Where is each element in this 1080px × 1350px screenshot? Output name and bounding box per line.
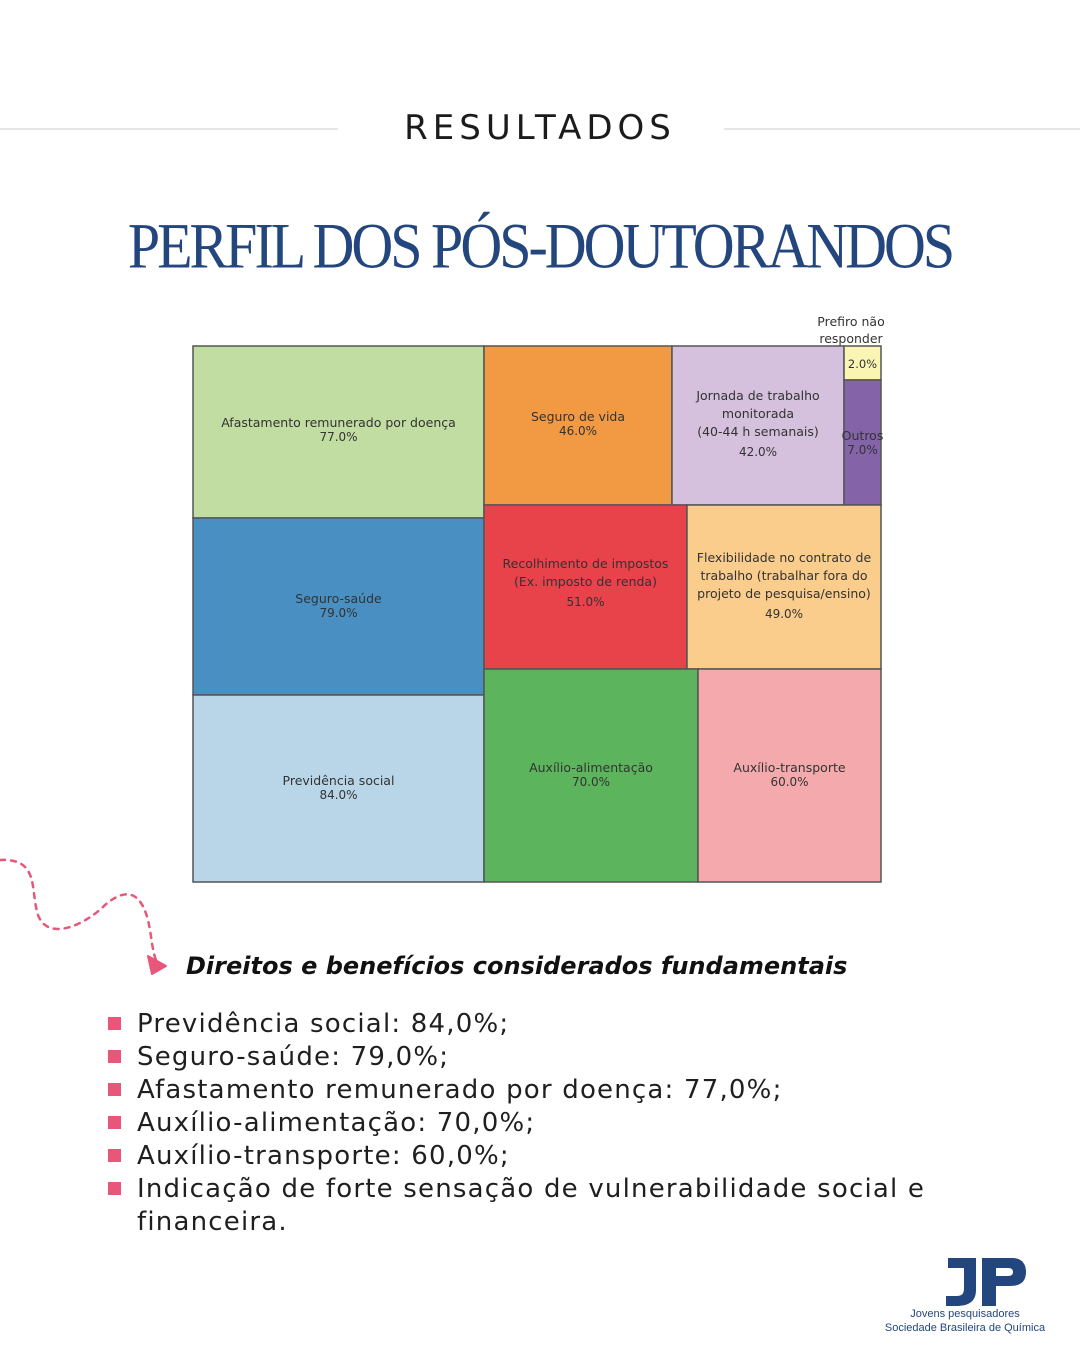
treemap-value-recolhimento: 51.0%	[566, 595, 605, 609]
findings-list	[108, 1008, 1008, 1239]
treemap-label-seguro_vida: Seguro de vida	[530, 409, 626, 424]
treemap-label-flexibilidade: trabalho (trabalhar fora do	[700, 568, 868, 583]
treemap-value-transporte: 60.0%	[770, 775, 809, 789]
treemap-label-outros: Outros	[841, 428, 884, 443]
list-item	[108, 1140, 1008, 1173]
treemap-label-nao_responder: responder	[819, 331, 883, 346]
list-item	[108, 1041, 1008, 1074]
list-item-text: Auxílio-transporte: 60,0%;	[137, 1141, 510, 1171]
treemap-label-alimentacao: Auxílio-alimentação	[529, 760, 653, 775]
list-item	[108, 1074, 1008, 1107]
treemap-value-alimentacao: 70.0%	[571, 775, 611, 789]
list-item-text: Previdência social: 84,0%;	[137, 1009, 510, 1039]
treemap-value-jornada: 42.0%	[738, 445, 778, 459]
treemap-label-seguro_saude: Seguro-saúde	[295, 591, 382, 606]
treemap-label-recolhimento: (Ex. imposto de renda)	[514, 574, 657, 589]
bullet-square-icon	[108, 1182, 121, 1195]
chart-subtitle: Direitos e benefícios considerados fundamentais	[186, 952, 848, 980]
section-label: RESULTADOS	[404, 108, 676, 148]
treemap-value-flexibilidade: 49.0%	[764, 607, 804, 621]
bullet-square-icon	[108, 1116, 121, 1129]
treemap-value-outros: 7.0%	[847, 443, 878, 457]
treemap-value-seguro_saude: 79.0%	[319, 606, 358, 620]
decorative-arrow	[0, 850, 190, 980]
bullet-square-icon	[108, 1017, 121, 1030]
treemap-label-jornada: monitorada	[721, 406, 795, 421]
treemap-label-nao_responder: Prefiro não	[817, 314, 885, 329]
jp-logo-icon	[940, 1250, 1030, 1310]
page-title: PERFIL DOS PÓS-DOUTORANDOS	[127, 209, 953, 282]
treemap-label-previdencia: Previdência social	[282, 773, 395, 788]
treemap-value-seguro_vida: 46.0%	[558, 424, 598, 438]
treemap-label-jornada: (40-44 h semanais)	[697, 424, 819, 439]
treemap-label-recolhimento: Recolhimento de impostos	[502, 556, 669, 571]
bullet-square-icon	[108, 1050, 121, 1063]
treemap-label-transporte: Auxílio-transporte	[733, 760, 846, 775]
list-item	[108, 1107, 1008, 1140]
treemap-value-nao_responder: 2.0%	[847, 357, 878, 371]
list-item	[108, 1008, 1008, 1041]
treemap-label-jornada: Jornada de trabalho	[696, 388, 820, 403]
list-item-text: Afastamento remunerado por doença: 77,0%;	[137, 1075, 783, 1105]
treemap-label-flexibilidade: projeto de pesquisa/ensino)	[697, 586, 871, 601]
list-item-text: Auxílio-alimentação: 70,0%;	[137, 1108, 536, 1138]
treemap-value-previdencia: 84.0%	[319, 788, 358, 802]
treemap-label-afastamento: Afastamento remunerado por doença	[221, 415, 456, 430]
bullet-square-icon	[108, 1149, 121, 1162]
list-item	[108, 1173, 1008, 1239]
bullet-square-icon	[108, 1083, 121, 1096]
list-item-text: Indicação de forte sensação de vulnerabilidade social e financeira.	[137, 1174, 926, 1237]
list-item-text: Seguro-saúde: 79,0%;	[137, 1042, 450, 1072]
logo-line-1: Jovens pesquisadores	[910, 1308, 1020, 1320]
treemap-label-flexibilidade: Flexibilidade no contrato de	[696, 550, 872, 565]
treemap-value-afastamento: 77.0%	[319, 430, 358, 444]
logo-line-2: Sociedade Brasileira de Química	[884, 1322, 1046, 1334]
